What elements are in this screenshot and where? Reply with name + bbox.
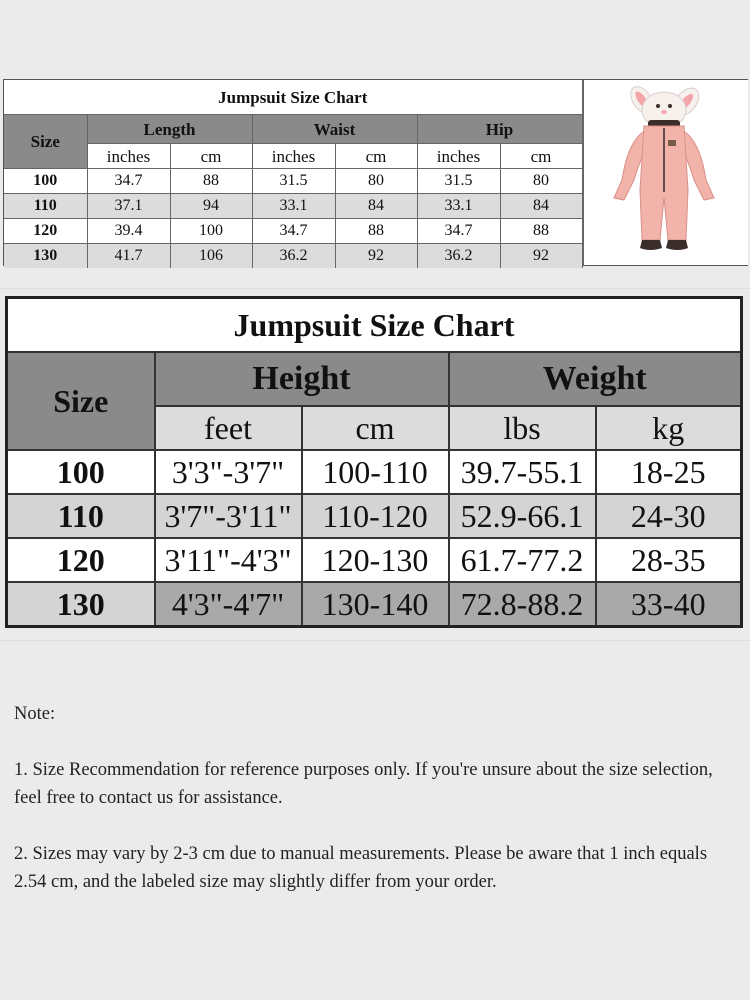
table-row [4, 219, 582, 244]
size-cell: 120 [4, 219, 87, 244]
table-cell: 88 [335, 219, 417, 244]
table-cell: 61.7-77.2 [449, 538, 596, 582]
table-cell: 130-140 [302, 582, 449, 627]
size-chart-measurements [3, 79, 748, 266]
height-weight-table [5, 296, 743, 628]
table-cell: 39.4 [87, 219, 170, 244]
table-row [7, 538, 742, 582]
size-cell: 120 [7, 538, 155, 582]
table-cell: 120-130 [302, 538, 449, 582]
table-cell: 37.1 [87, 194, 170, 219]
unit-label: cm [170, 144, 252, 169]
table-cell: 24-30 [596, 494, 742, 538]
size-cell: 100 [4, 169, 87, 194]
table-cell: 92 [335, 244, 417, 269]
notes-section [14, 700, 744, 924]
table-cell: 72.8-88.2 [449, 582, 596, 627]
unit-label: cm [335, 144, 417, 169]
table-cell: 33.1 [252, 194, 335, 219]
table-cell: 84 [500, 194, 582, 219]
table-cell: 34.7 [417, 219, 500, 244]
table-row [7, 494, 742, 538]
table-cell: 34.7 [87, 169, 170, 194]
table-cell: 39.7-55.1 [449, 450, 596, 494]
table-cell: 100-110 [302, 450, 449, 494]
length-header: Length [87, 115, 252, 144]
table-cell: 94 [170, 194, 252, 219]
size-cell: 130 [4, 244, 87, 269]
product-image [583, 80, 748, 265]
unit-label: feet [155, 406, 302, 450]
size-cell: 100 [7, 450, 155, 494]
table-cell: 52.9-66.1 [449, 494, 596, 538]
table-cell: 33.1 [417, 194, 500, 219]
waist-header: Waist [252, 115, 417, 144]
table-cell: 80 [335, 169, 417, 194]
size-column-header: Size [7, 352, 155, 450]
pink-bunny-jumpsuit-icon [584, 80, 748, 265]
notes-heading: Note: [14, 704, 56, 724]
note-item: 2. Sizes may vary by 2-3 cm due to manual measurements. Please be aware that 1 inch equals 2.54 cm, and the labeled size may slightly differ from your order. [14, 844, 708, 892]
table-row [4, 169, 582, 194]
height-header: Height [155, 352, 449, 406]
size-cell: 130 [7, 582, 155, 627]
table-cell: 3'11"-4'3" [155, 538, 302, 582]
note-item: 1. Size Recommendation for reference purposes only. If you're unsure about the size selection, feel free to contact us for assistance. [14, 760, 713, 808]
unit-label: inches [87, 144, 170, 169]
table-cell: 36.2 [252, 244, 335, 269]
table-cell: 84 [335, 194, 417, 219]
table-cell: 110-120 [302, 494, 449, 538]
unit-label: inches [252, 144, 335, 169]
table-cell: 88 [500, 219, 582, 244]
table-row [4, 194, 582, 219]
size-column-header: Size [4, 115, 87, 169]
table-row [7, 582, 742, 627]
measurements-table [4, 80, 583, 268]
unit-label: cm [302, 406, 449, 450]
table-cell: 41.7 [87, 244, 170, 269]
table-title: Jumpsuit Size Chart [7, 298, 742, 353]
table-cell: 106 [170, 244, 252, 269]
size-cell: 110 [7, 494, 155, 538]
table-row [4, 244, 582, 269]
table-cell: 3'3"-3'7" [155, 450, 302, 494]
table-title: Jumpsuit Size Chart [4, 80, 582, 115]
table-row [7, 450, 742, 494]
table-cell: 34.7 [252, 219, 335, 244]
unit-label: cm [500, 144, 582, 169]
table-cell: 80 [500, 169, 582, 194]
table-cell: 92 [500, 244, 582, 269]
table-cell: 100 [170, 219, 252, 244]
weight-header: Weight [449, 352, 742, 406]
unit-label: inches [417, 144, 500, 169]
table-cell: 36.2 [417, 244, 500, 269]
table-cell: 88 [170, 169, 252, 194]
table-cell: 28-35 [596, 538, 742, 582]
table-cell: 33-40 [596, 582, 742, 627]
table-cell: 3'7"-3'11" [155, 494, 302, 538]
table-cell: 18-25 [596, 450, 742, 494]
table-cell: 31.5 [252, 169, 335, 194]
size-cell: 110 [4, 194, 87, 219]
hip-header: Hip [417, 115, 582, 144]
unit-label: lbs [449, 406, 596, 450]
table-cell: 4'3"-4'7" [155, 582, 302, 627]
table-cell: 31.5 [417, 169, 500, 194]
unit-label: kg [596, 406, 742, 450]
